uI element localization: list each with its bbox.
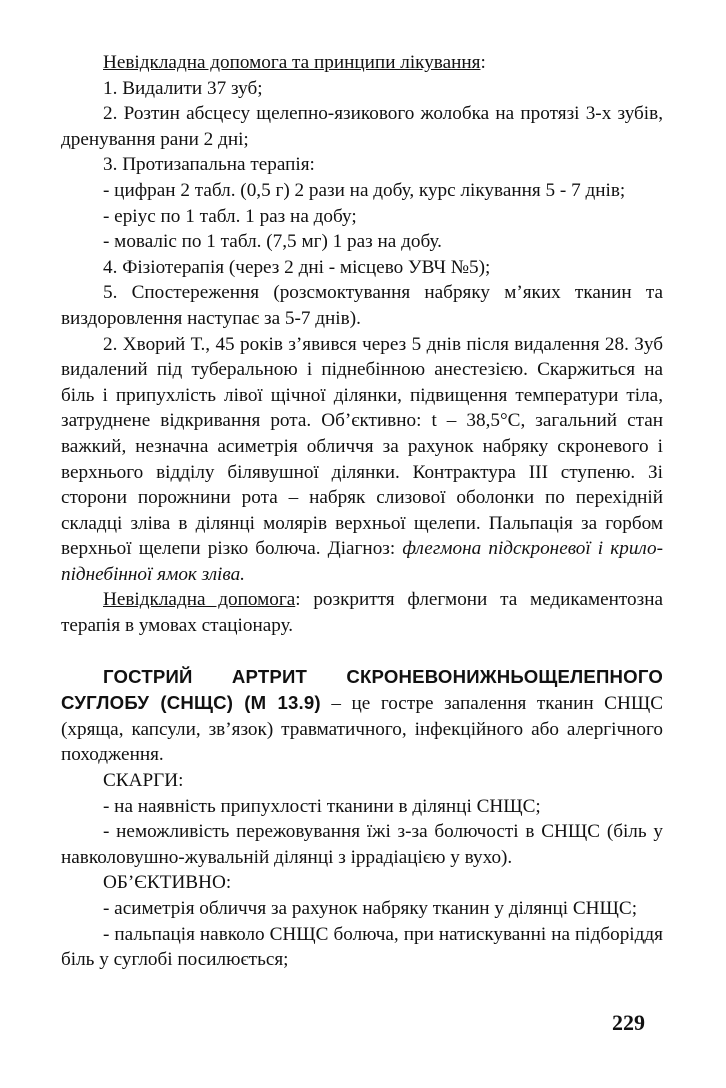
complaints-label: СКАРГИ: — [103, 770, 184, 792]
help-paragraph — [61, 587, 663, 638]
complaint-item-2: - неможливість пережовування їжі з-за болючості в СНЩС (біль у навколовушно-жувальній ділянці з іррадіацією у вухо). — [61, 821, 663, 868]
case-diagnosis: флегмона підскроневої і крило-піднебінної ямок зліва. — [61, 538, 663, 585]
objective-label: ОБ’ЄКТИВНО: — [103, 872, 232, 894]
treatment-heading — [61, 50, 663, 76]
drug-item-2: - еріус по 1 табл. 1 раз на добу; — [103, 205, 357, 227]
drug-item-3: - моваліс по 1 табл. (7,5 мг) 1 раз на добу. — [103, 231, 442, 253]
help-text: : розкриття флегмони та медикаментозна терапія в умовах стаціонару. — [61, 589, 663, 637]
treatment-step-5: 5. Спостереження (розсмоктування набряку м’яких тканин та виздоровлення наступає за 5-7 днів). — [61, 282, 663, 329]
drug-item-1: - цифран 2 табл. (0,5 г) 2 рази на добу, курс лікування 5 - 7 днів; — [103, 179, 626, 201]
treatment-step-3: 3. Протизапальна терапія: — [103, 154, 315, 176]
treatment-colon: : — [480, 52, 486, 73]
treatment-step-4: 4. Фізіотерапія (через 2 дні - місцево УВЧ №5); — [103, 256, 491, 278]
case-paragraph — [61, 332, 663, 588]
objective-item-1: - асиметрія обличчя за рахунок набряку тканин у ділянці СНЩС; — [103, 898, 638, 919]
objective-item-2: - пальпація навколо СНЩС болюча, при натискуванні на підборіддя біль у суглобі посилюється; — [61, 923, 663, 971]
page-number: 229 — [612, 1010, 645, 1035]
section-heading — [61, 664, 663, 768]
help-label: Невідкладна допомога — [103, 589, 296, 611]
section-gap — [61, 639, 663, 664]
page-content — [61, 50, 663, 973]
case-text: 2. Хворий Т., 45 років з’явився через 5 днів після видалення 28. Зуб видалений під туберальною і піднебінною анестезією. Скаржиться на біль і припухлість лівої щічної ділянки, підвищення температури тіла, затруднене відкривання рота. Об’єктивно: t – 38,5°С, загальний стан важкий, незначна асиметрія обличчя за рахунок набряку скроневого і верхнього відділу білявушної ділянки. Контрактура III ступеню. Зі сторони порожнини рота – набряк слизової оболонки по перехідній складці зліва в ділянці молярів верхньої щелепи. Пальпація за горбом верхньої щелепи різко болюча. Діагноз: — [61, 333, 663, 560]
treatment-step-2: 2. Розтин абсцесу щелепно-язикового жолобка на протязі 3-х зубів, дренування рани 2 дні; — [61, 103, 663, 150]
treatment-label: Невідкладна допомога та принципи лікування — [103, 52, 481, 73]
treatment-step-1: 1. Видалити 37 зуб; — [103, 77, 263, 99]
section-definition: – це гостре запалення тканин СНЩС (хряща, капсули, зв’язок) травматичного, інфекційного або алергічного походження. — [61, 693, 663, 766]
section-title: ГОСТРИЙ АРТРИТ СКРОНЕВОНИЖНЬОЩЕЛЕПНОГО СУГЛОБУ (СНЩС) (М 13.9) — [61, 665, 663, 714]
complaint-item-1: - на наявність припухлості тканини в ділянці СНЩС; — [103, 795, 541, 817]
